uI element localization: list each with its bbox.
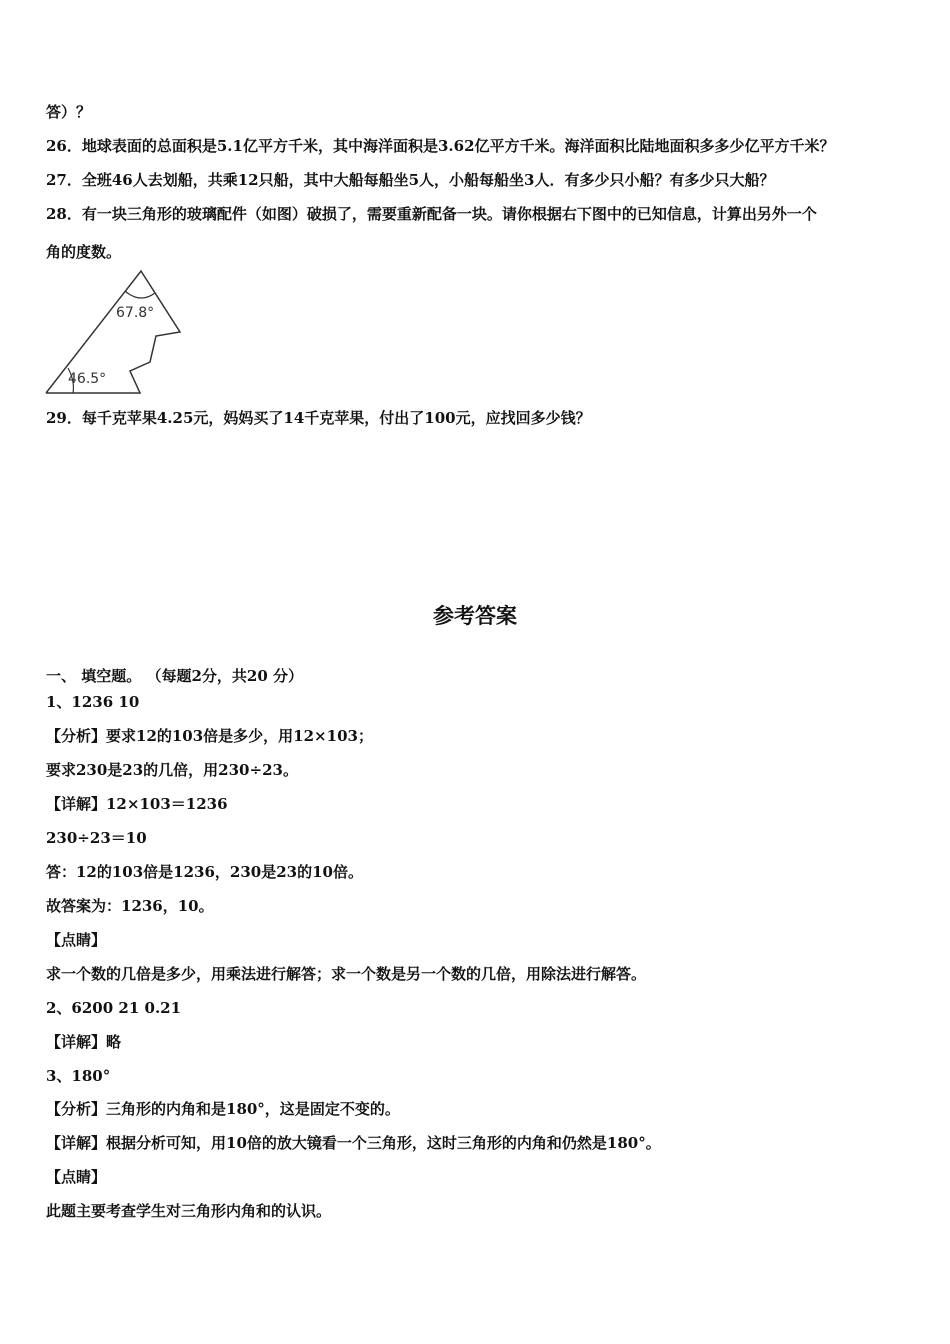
question-27: 27．全班46人去划船，共乘12只船，其中大船每船坐5人，小船每船坐3人．有多少只小船？有多少只大船？ bbox=[46, 171, 775, 189]
question-29: 29．每千克苹果4.25元，妈妈买了14千克苹果，付出了100元，应找回多少钱？ bbox=[46, 409, 591, 427]
question-25-tail: 答）？ bbox=[46, 103, 92, 121]
answer-line: 【点睛】 bbox=[46, 931, 107, 949]
answer-line: 求一个数的几倍是多少，用乘法进行解答；求一个数是另一个数的几倍，用除法进行解答。 bbox=[46, 965, 647, 983]
answer-line: 【详解】略 bbox=[46, 1033, 122, 1051]
answer-title: 参考答案 bbox=[433, 603, 517, 628]
answer-line: 3、180° bbox=[46, 1067, 111, 1085]
question-28-line1: 28．有一块三角形的玻璃配件（如图）破损了，需要重新配备一块。请你根据右下图中的已知信息，计算出另外一个 bbox=[46, 205, 817, 223]
question-26: 26．地球表面的总面积是5.1亿平方千米，其中海洋面积是3.62亿平方千米。海洋面积比陆地面积多多少亿平方千米？ bbox=[46, 137, 835, 155]
answer-section-header: 一、 填空题。 （每题2分，共20 分） bbox=[46, 667, 303, 685]
answer-line: 答：12的103倍是1236，230是23的10倍。 bbox=[46, 863, 363, 881]
answer-line: 1、1236 10 bbox=[46, 693, 140, 711]
top-angle-arc bbox=[125, 291, 155, 298]
answer-line: 【分析】三角形的内角和是180°，这是固定不变的。 bbox=[46, 1100, 400, 1118]
answer-line: 【详解】根据分析可知，用10倍的放大镜看一个三角形，这时三角形的内角和仍然是180°。 bbox=[46, 1134, 661, 1152]
answer-line: 【分析】要求12的103倍是多少，用12×103； bbox=[46, 727, 373, 745]
answer-line: 230÷23＝10 bbox=[46, 829, 147, 847]
answer-line: 【详解】12×103＝1236 bbox=[46, 795, 228, 813]
answer-line: 此题主要考查学生对三角形内角和的认识。 bbox=[46, 1202, 332, 1220]
answer-line: 【点睛】 bbox=[46, 1168, 107, 1186]
question-28-line2: 角的度数。 bbox=[46, 243, 122, 261]
answer-line: 2、6200 21 0.21 bbox=[46, 999, 182, 1017]
answer-line: 要求230是23的几倍，用230÷23。 bbox=[46, 761, 298, 779]
bottom-angle-label: 46.5° bbox=[68, 371, 107, 387]
broken-triangle-outline bbox=[46, 271, 180, 393]
answer-line: 故答案为：1236，10。 bbox=[46, 897, 214, 915]
top-angle-label: 67.8° bbox=[116, 305, 155, 321]
broken-triangle-figure bbox=[44, 268, 186, 396]
